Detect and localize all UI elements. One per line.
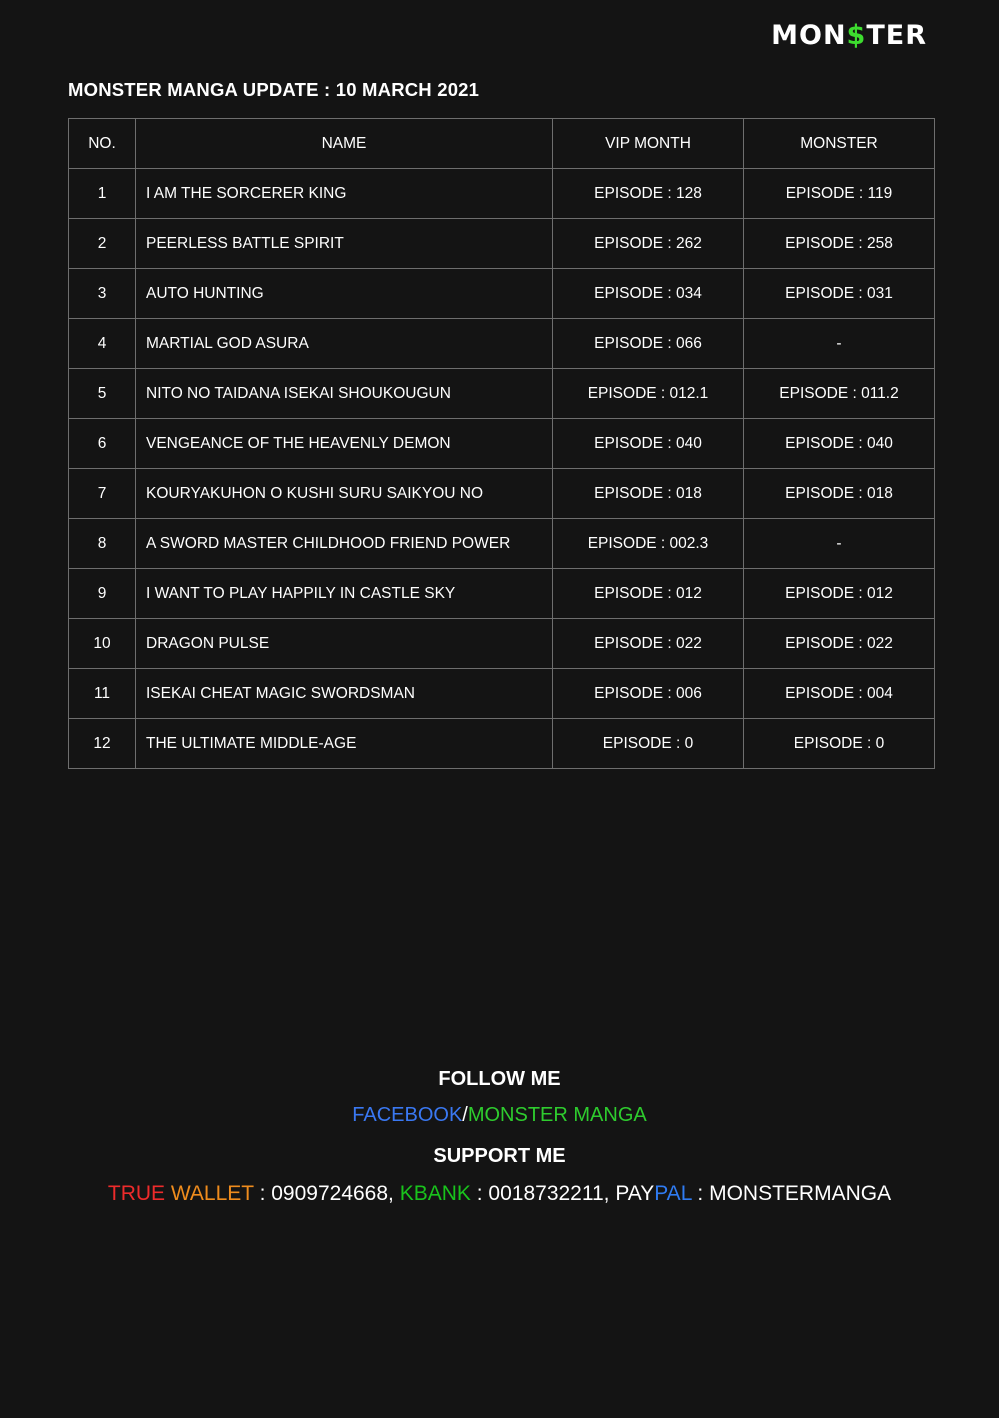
- cell-no: 4: [69, 319, 136, 369]
- table-row: [69, 419, 935, 469]
- cell-no: 11: [69, 669, 136, 719]
- paypal-account: : MONSTERMANGA: [691, 1182, 892, 1205]
- cell-vip: EPISODE : 0: [553, 719, 744, 769]
- cell-monster: -: [744, 319, 935, 369]
- cell-vip: EPISODE : 002.3: [553, 519, 744, 569]
- cell-no: 7: [69, 469, 136, 519]
- cell-vip: EPISODE : 040: [553, 419, 744, 469]
- cell-vip: EPISODE : 022: [553, 619, 744, 669]
- table-row: [69, 719, 935, 769]
- update-table: [68, 118, 935, 769]
- support-me-heading: SUPPORT ME: [433, 1145, 566, 1167]
- cell-monster: EPISODE : 119: [744, 169, 935, 219]
- table-row: [69, 519, 935, 569]
- table-row: [69, 219, 935, 269]
- kbank-number: : 0018732211,: [470, 1182, 616, 1205]
- cell-vip: EPISODE : 018: [553, 469, 744, 519]
- cell-no: 6: [69, 419, 136, 469]
- table-row: [69, 469, 935, 519]
- truewallet-number: : 0909724668,: [253, 1182, 400, 1205]
- cell-no: 10: [69, 619, 136, 669]
- cell-monster: EPISODE : 031: [744, 269, 935, 319]
- cell-monster: EPISODE : 018: [744, 469, 935, 519]
- social-link-line[interactable]: [0, 1104, 999, 1127]
- cell-no: 3: [69, 269, 136, 319]
- cell-no: 5: [69, 369, 136, 419]
- cell-monster: EPISODE : 004: [744, 669, 935, 719]
- cell-monster: EPISODE : 040: [744, 419, 935, 469]
- update-table-container: [68, 118, 934, 769]
- cell-vip: EPISODE : 128: [553, 169, 744, 219]
- cell-no: 2: [69, 219, 136, 269]
- table-row: [69, 669, 935, 719]
- table-row: [69, 169, 935, 219]
- paypal-label-pay: PAY: [615, 1182, 655, 1205]
- cell-name: A SWORD MASTER CHILDHOOD FRIEND POWER: [136, 519, 553, 569]
- cell-vip: EPISODE : 006: [553, 669, 744, 719]
- table-row: [69, 619, 935, 669]
- cell-no: 9: [69, 569, 136, 619]
- kbank-label: KBANK: [399, 1182, 471, 1205]
- cell-name: ISEKAI CHEAT MAGIC SWORDSMAN: [136, 669, 553, 719]
- cell-name: MARTIAL GOD ASURA: [136, 319, 553, 369]
- cell-name: DRAGON PULSE: [136, 619, 553, 669]
- logo-prefix: MON: [771, 20, 847, 51]
- payment-info-line: [0, 1182, 999, 1206]
- cell-monster: EPISODE : 011.2: [744, 369, 935, 419]
- cell-monster: -: [744, 519, 935, 569]
- cell-vip: EPISODE : 012: [553, 569, 744, 619]
- table-header-row: [69, 119, 935, 169]
- cell-name: VENGEANCE OF THE HEAVENLY DEMON: [136, 419, 553, 469]
- page-title: MONSTER MANGA UPDATE : 10 MARCH 2021: [68, 79, 480, 100]
- footer: [0, 1068, 999, 1206]
- cell-name: PEERLESS BATTLE SPIRIT: [136, 219, 553, 269]
- table-row: [69, 569, 935, 619]
- cell-vip: EPISODE : 012.1: [553, 369, 744, 419]
- table-row: [69, 319, 935, 369]
- cell-name: AUTO HUNTING: [136, 269, 553, 319]
- cell-vip: EPISODE : 262: [553, 219, 744, 269]
- cell-no: 12: [69, 719, 136, 769]
- cell-name: I WANT TO PLAY HAPPILY IN CASTLE SKY: [136, 569, 553, 619]
- separator-slash: /: [462, 1104, 468, 1126]
- cell-monster: EPISODE : 0: [744, 719, 935, 769]
- table-row: [69, 269, 935, 319]
- cell-vip: EPISODE : 034: [553, 269, 744, 319]
- monster-logo: [771, 20, 927, 51]
- paypal-label-pal: PAL: [654, 1182, 692, 1205]
- page-name-link[interactable]: MONSTER MANGA: [467, 1104, 647, 1126]
- column-header-monster: MONSTER: [744, 119, 935, 169]
- cell-name: I AM THE SORCERER KING: [136, 169, 553, 219]
- cell-vip: EPISODE : 066: [553, 319, 744, 369]
- cell-name: KOURYAKUHON O KUSHI SURU SAIKYOU NO: [136, 469, 553, 519]
- cell-monster: EPISODE : 022: [744, 619, 935, 669]
- column-header-name: NAME: [136, 119, 553, 169]
- cell-no: 8: [69, 519, 136, 569]
- cell-no: 1: [69, 169, 136, 219]
- follow-me-heading: FOLLOW ME: [438, 1068, 561, 1090]
- cell-monster: EPISODE : 012: [744, 569, 935, 619]
- column-header-vip: VIP MONTH: [553, 119, 744, 169]
- truewallet-label-wallet: WALLET: [170, 1182, 254, 1205]
- logo-suffix: TER: [866, 20, 927, 51]
- cell-name: NITO NO TAIDANA ISEKAI SHOUKOUGUN: [136, 369, 553, 419]
- dollar-icon: $: [846, 20, 867, 51]
- truewallet-label-true: TRUE: [107, 1182, 171, 1205]
- cell-name: THE ULTIMATE MIDDLE-AGE: [136, 719, 553, 769]
- cell-monster: EPISODE : 258: [744, 219, 935, 269]
- column-header-no: NO.: [69, 119, 136, 169]
- facebook-link[interactable]: FACEBOOK: [352, 1104, 463, 1126]
- table-row: [69, 369, 935, 419]
